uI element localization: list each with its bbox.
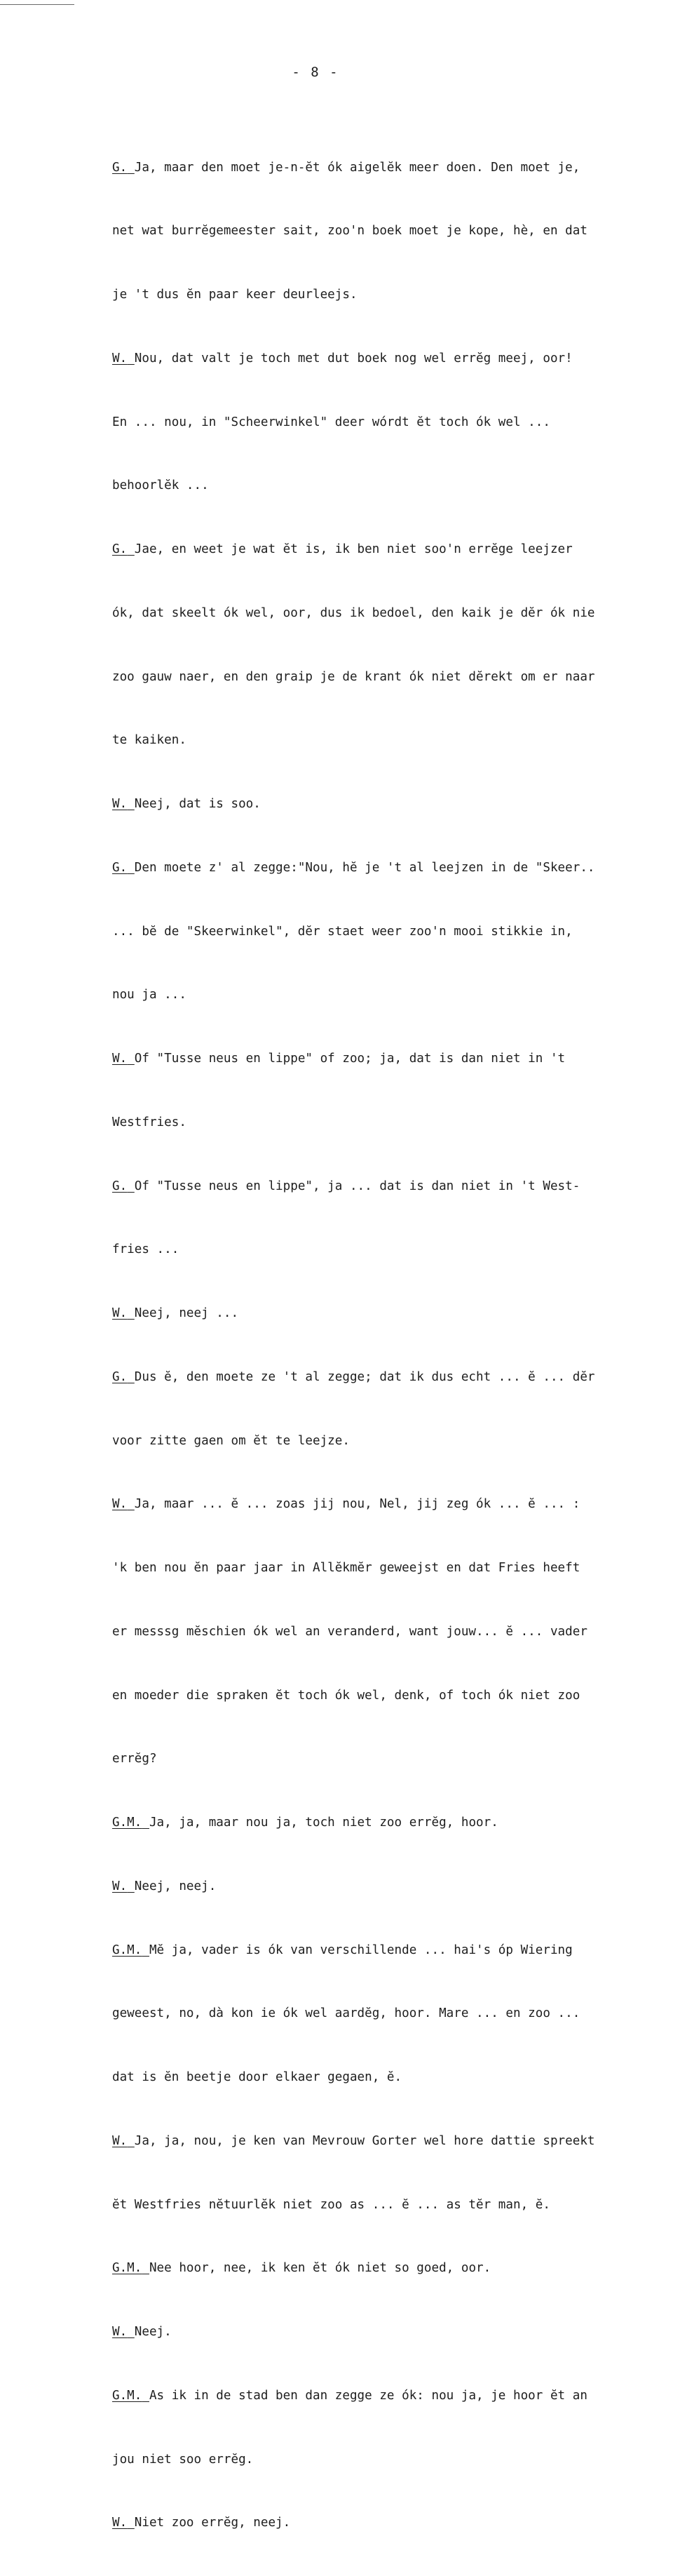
transcript-line	[112, 666, 673, 687]
transcript-line	[112, 857, 673, 878]
line-text: Ja, maar ... ĕ ... zoas jij nou, Nel, jij zeg ók ... ĕ ... :	[134, 1497, 580, 1512]
transcript-line	[112, 1557, 673, 1578]
line-text: geweest, no, dà kon ie ók wel aardĕg, hoor. Mare ... en zoo ...	[112, 2006, 580, 2021]
line-text: Neej, neej ...	[134, 1306, 239, 1320]
transcript-line	[112, 793, 673, 814]
line-text: Neej.	[134, 2325, 172, 2339]
transcript-line	[112, 1685, 673, 1706]
speaker-label: G.	[112, 860, 128, 875]
transcript-line	[112, 1430, 673, 1451]
transcript-line	[112, 284, 673, 305]
transcript-line	[112, 2258, 673, 2279]
line-text: te kaiken.	[112, 733, 186, 748]
transcript-line	[112, 2131, 673, 2152]
transcript-line	[112, 603, 673, 624]
line-text: voor zitte gaen om ĕt te leejze.	[112, 1433, 350, 1448]
line-text: Of "Tusse neus en lippe", ja ... dat is dan niet in 't West-	[134, 1179, 580, 1193]
line-text: jou niet soo errĕg.	[112, 2452, 254, 2467]
speaker-label: W.	[112, 1879, 128, 1893]
transcript-line	[112, 2449, 673, 2470]
transcript-line	[112, 1876, 673, 1897]
line-text: errĕg?	[112, 1752, 157, 1766]
speaker-label: G.M.	[112, 2388, 142, 2403]
transcript-line	[112, 1112, 673, 1133]
speaker-label: G.M.	[112, 2261, 142, 2276]
transcript-line	[112, 1748, 673, 1769]
speaker-label: W.	[112, 1052, 128, 1066]
line-text: Ja, ja, maar nou ja, toch niet zoo errĕg, hoor.	[149, 1816, 498, 1830]
speaker-label: G.M.	[112, 1943, 142, 1957]
line-text: As ik in de stad ben dan zegge ze ók: nou ja, je hoor ĕt an	[149, 2388, 587, 2403]
line-text: Dus ĕ, den moete ze 't al zegge; dat ik dus echt ... ĕ ... dĕr	[134, 1369, 595, 1384]
line-text: Mĕ ja, vader is ók van verschillende ... hai's óp Wiering	[149, 1943, 573, 1957]
line-text: Ja, ja, nou, je ken van Mevrouw Gorter wel hore dattie spreekt	[134, 2133, 595, 2148]
transcript-line	[112, 2385, 673, 2406]
line-text: Den moete z' al zegge:"Nou, hĕ je 't al leejzen in de "Skeer..	[134, 860, 595, 875]
speaker-label: W.	[112, 2325, 128, 2339]
transcript-line	[112, 348, 673, 369]
transcript-line	[112, 921, 673, 942]
transcript-line	[112, 157, 673, 178]
speaker-label: G.	[112, 1369, 128, 1384]
transcript-line	[112, 412, 673, 433]
transcript-line	[112, 2321, 673, 2342]
line-text: Of "Tusse neus en lippe" of zoo; ja, dat is dan niet in 't	[134, 1052, 566, 1066]
line-text: er messsg mĕschien ók wel an veranderd, want jouw... ĕ ... vader	[112, 1624, 587, 1639]
line-text: ĕt Westfries nĕtuurlĕk niet zoo as ... ĕ ... as tĕr man, ĕ.	[112, 2197, 550, 2212]
line-text: en moeder die spraken ĕt toch ók wel, denk, of toch ók niet zoo	[112, 1688, 580, 1703]
transcript-line	[112, 2194, 673, 2215]
transcript-line	[112, 984, 673, 1005]
line-text: ók, dat skeelt ók wel, oor, dus ik bedoel, den kaik je dĕr ók nie	[112, 605, 595, 620]
line-text: En ... nou, in "Scheerwinkel" deer wórdt ĕt toch ók wel ...	[112, 415, 550, 429]
speaker-label: W.	[112, 1306, 128, 1320]
top-rule	[0, 4, 74, 5]
speaker-label: W.	[112, 797, 128, 811]
line-text: 'k ben nou ĕn paar jaar in Allĕkmĕr geweejst en dat Fries heeft	[112, 1561, 580, 1575]
line-text: zoo gauw naer, en den graip je de krant ók niet dĕrekt om er naar	[112, 669, 595, 684]
transcript-line	[112, 475, 673, 496]
transcript-line	[112, 1494, 673, 1515]
transcript-line	[112, 1048, 673, 1069]
speaker-label: W.	[112, 2516, 128, 2530]
transcript-line	[112, 220, 673, 241]
transcript-line	[112, 1812, 673, 1833]
speaker-label: G.M.	[112, 1816, 142, 1830]
line-text: Niet zoo errĕg, neej.	[134, 2516, 291, 2530]
line-text: Neej, neej.	[134, 1879, 217, 1893]
line-text: Westfries.	[112, 1115, 186, 1129]
speaker-label: W.	[112, 1497, 128, 1512]
transcript-line	[112, 730, 673, 751]
line-text: Nou, dat valt je toch met dut boek nog wel errĕg meej, oor!	[134, 351, 573, 365]
transcript-line	[112, 2003, 673, 2024]
line-text: dat is ĕn beetje door elkaer gegaen, ĕ.	[112, 2070, 402, 2084]
transcript-line	[112, 1940, 673, 1961]
transcript-line	[112, 1176, 673, 1197]
line-text: Ja, maar den moet je-n-ĕt ók aigelĕk meer doen. Den moet je,	[134, 160, 580, 175]
line-text: Jae, en weet je wat ĕt is, ik ben niet soo'n errĕge leejzer	[134, 542, 573, 556]
line-text: Nee hoor, nee, ik ken ĕt ók niet so goed, oor.	[149, 2261, 491, 2276]
line-text: behoorlĕk ...	[112, 478, 209, 493]
page-number: - 8 -	[292, 65, 339, 80]
line-text: je 't dus ĕn paar keer deurleejs.	[112, 288, 358, 302]
transcript-line	[112, 1367, 673, 1388]
transcript-line	[112, 1621, 673, 1642]
speaker-label: G.	[112, 160, 128, 175]
line-text: fries ...	[112, 1242, 179, 1257]
transcript-line	[112, 2067, 673, 2088]
transcript	[112, 114, 673, 2576]
line-text: ... bĕ de "Skeerwinkel", dĕr staet weer zoo'n mooi stikkie in,	[112, 924, 573, 939]
line-text: nou ja ...	[112, 988, 186, 1002]
speaker-label: W.	[112, 2133, 128, 2148]
transcript-line	[112, 539, 673, 560]
transcript-line	[112, 1303, 673, 1324]
line-text: net wat burrĕgemeester sait, zoo'n boek moet je kope, hè, en dat	[112, 224, 587, 239]
transcript-line	[112, 2512, 673, 2533]
speaker-label: G.	[112, 1179, 128, 1193]
transcript-line	[112, 1239, 673, 1260]
speaker-label: G.	[112, 542, 128, 556]
line-text: Neej, dat is soo.	[134, 797, 261, 811]
speaker-label: W.	[112, 351, 128, 365]
